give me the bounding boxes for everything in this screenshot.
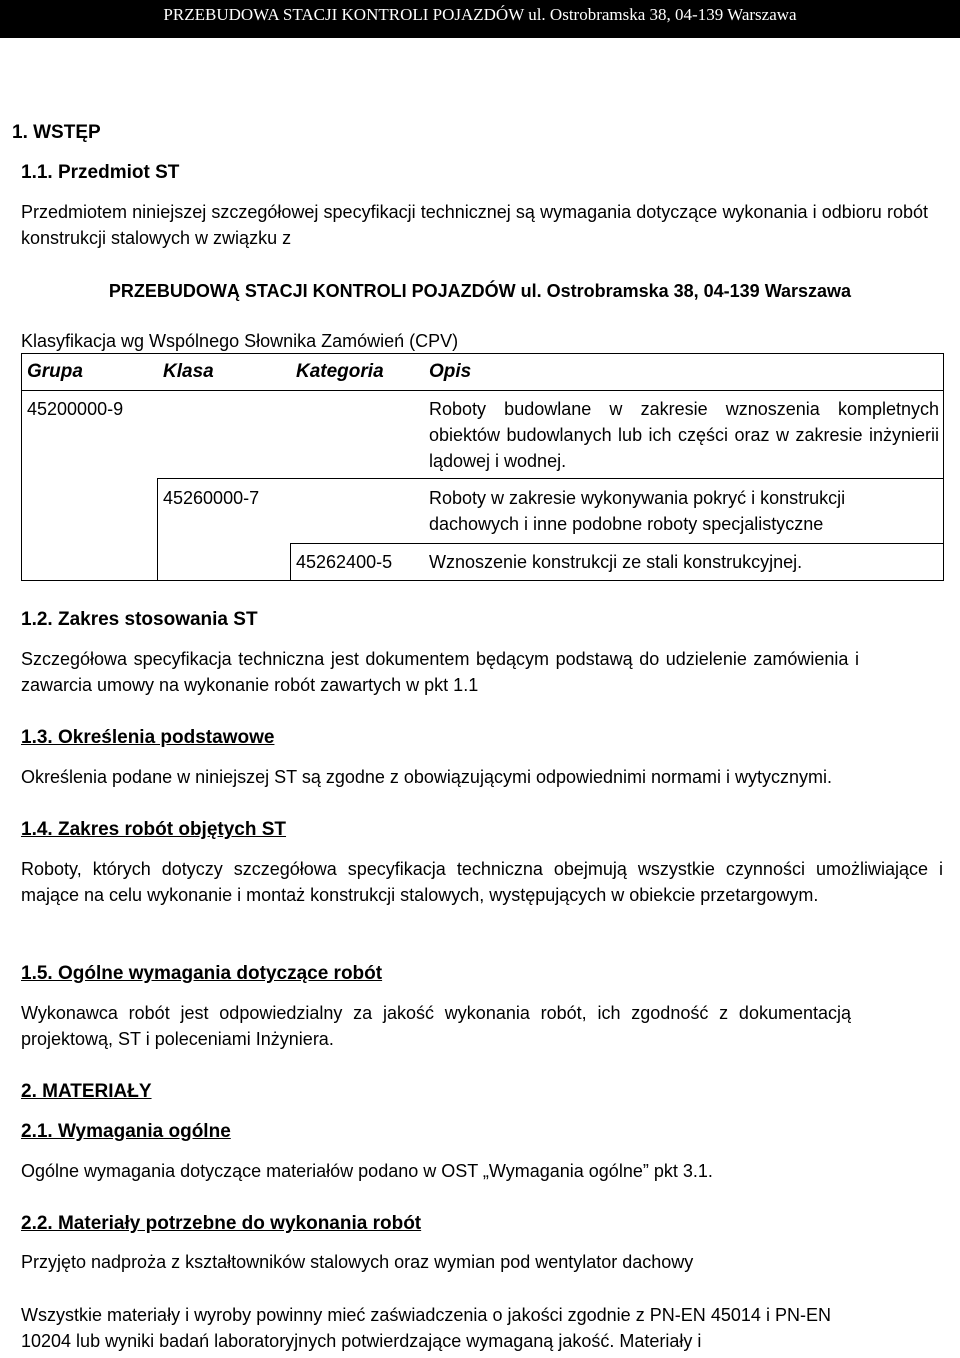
section-1-1-paragraph: Przedmiotem niniejszej szczegółowej specyfikacji technicznej są wymagania dotyczące wykonania i odbioru robót konstrukcji stalowych w związku z (21, 202, 928, 248)
section-1-1-heading: 1.1. Przedmiot ST (21, 162, 180, 183)
table-header-divider (21, 390, 944, 391)
table-border-top (21, 353, 944, 354)
cpv-title: Klasyfikacja wg Wspólnego Słownika Zamówień (CPV) (21, 331, 459, 351)
row-1-code: 45200000-9 (27, 399, 124, 419)
table-col-divider-1 (157, 478, 158, 580)
table-col-divider-2 (290, 543, 291, 580)
project-title: PRZEBUDOWĄ STACJI KONTROLI POJAZDÓW ul. Ostrobramska 38, 04-139 Warszawa (108, 281, 852, 301)
section-1-3-heading: 1.3. Określenia podstawowe (21, 727, 275, 748)
header-grupa: Grupa (27, 361, 83, 382)
section-1-4-heading: 1.4. Zakres robót objętych ST (21, 819, 287, 840)
header-title: PRZEBUDOWA STACJI KONTROLI POJAZDÓW ul. Ostrobramska 38, 04-139 Warszawa (163, 5, 797, 24)
header-kategoria: Kategoria (296, 361, 384, 382)
section-1-5-paragraph: Wykonawca robót jest odpowiedzialny za jakość wykonania robót, ich zgodność z dokumentacją projektową, ST i poleceniami Inżyniera. (21, 1003, 851, 1049)
header-klasa: Klasa (163, 361, 214, 382)
section-1-5-heading: 1.5. Ogólne wymagania dotyczące robót (21, 963, 383, 984)
section-2-2-paragraph-1: Przyjęto nadproża z kształtowników stalowych oraz wymian pod wentylator dachowy (21, 1252, 694, 1272)
section-2-heading: 2. MATERIAŁY (21, 1081, 152, 1102)
section-1-4-paragraph: Roboty, których dotyczy szczegółowa specyfikacja techniczna obejmują wszystkie czynności umożliwiające i mające na celu wykonanie i montaż konstrukcji stalowych, występujących w obiekcie przetargowym. (21, 859, 943, 905)
table-row-divider-2 (290, 543, 944, 544)
section-1-2-paragraph: Szczegółowa specyfikacja techniczna jest dokumentem będącym podstawą do udzielenie zamówienia i zawarcia umowy na wykonanie robót zawartych w pkt 1.1 (21, 649, 859, 695)
header-opis: Opis (429, 361, 472, 382)
section-2-2-heading: 2.2. Materiały potrzebne do wykonania robót (21, 1213, 422, 1234)
row-1-opis: Roboty budowlane w zakresie wznoszenia kompletnych obiektów budowlanych lub ich części oraz w zakresie inżynierii lądowej i wodnej. (429, 399, 939, 471)
row-3-code: 45262400-5 (296, 552, 393, 572)
table-row-divider-1 (157, 478, 944, 479)
section-1-2-heading: 1.2. Zakres stosowania ST (21, 609, 258, 630)
row-2-opis: Roboty w zakresie wykonywania pokryć i konstrukcji dachowych i inne podobne roboty specjalistyczne (429, 488, 846, 534)
table-border-left (21, 353, 22, 581)
section-2-1-paragraph: Ogólne wymagania dotyczące materiałów podano w OST „Wymagania ogólne” pkt 3.1. (21, 1161, 713, 1181)
document-header (0, 0, 960, 38)
row-2-code: 45260000-7 (163, 488, 260, 508)
row-3-opis: Wznoszenie konstrukcji ze stali konstrukcyjnej. (429, 552, 803, 572)
table-border-right (943, 353, 944, 581)
section-1-3-paragraph: Określenia podane w niniejszej ST są zgodne z obowiązującymi odpowiednimi normami i wytycznymi. (21, 767, 833, 787)
section-2-1-heading: 2.1. Wymagania ogólne (21, 1121, 231, 1142)
section-2-2-paragraph-2: Wszystkie materiały i wyroby powinny mieć zaświadczenia o jakości zgodnie z PN-EN 45014 i PN-EN 10204 lub wyniki badań laboratoryjnych potwierdzające wymaganą jakość. Materiały i (21, 1305, 831, 1351)
section-1-heading: 1. WSTĘP (12, 122, 101, 143)
table-border-bottom (21, 580, 944, 581)
